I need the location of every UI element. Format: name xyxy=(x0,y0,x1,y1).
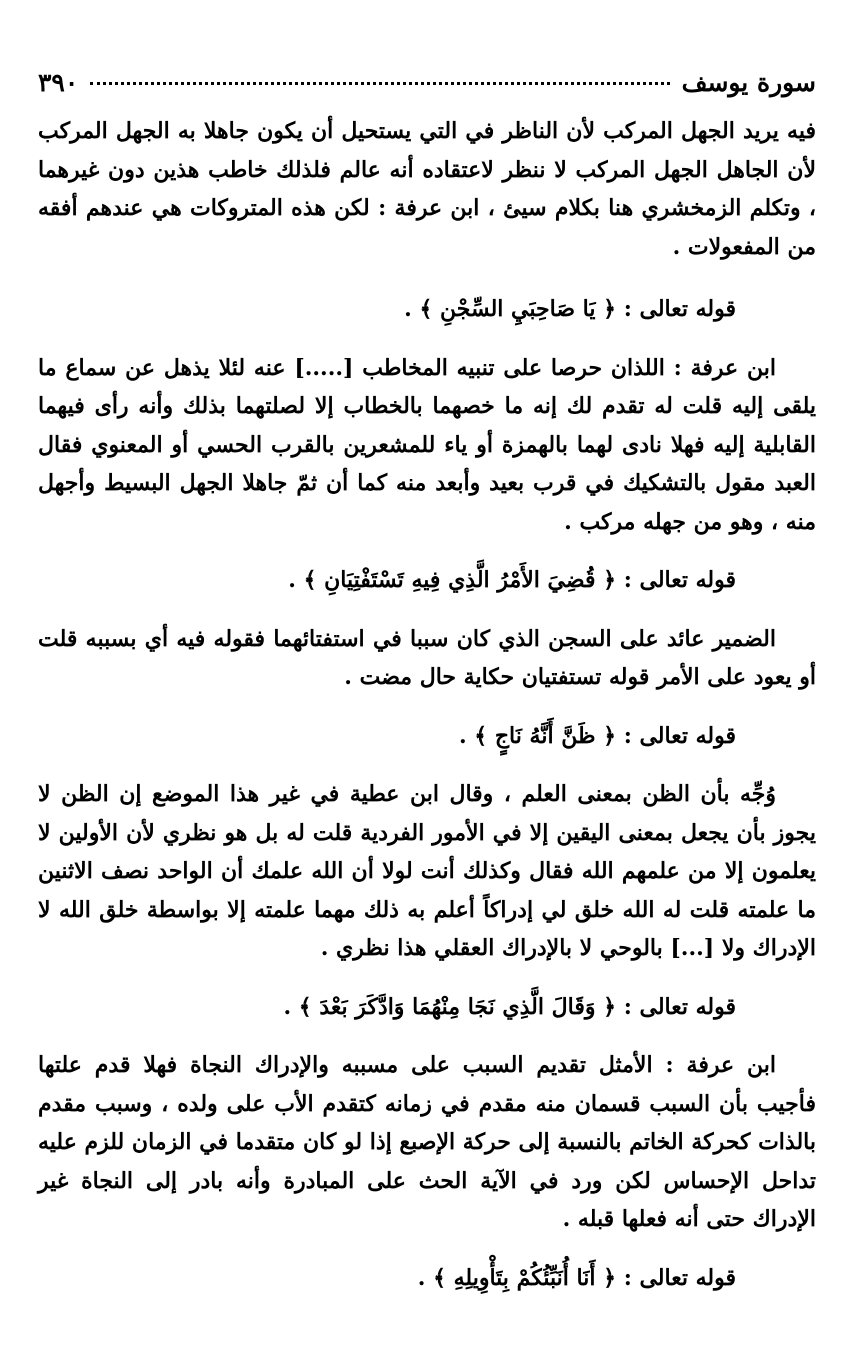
paragraph-2: ابن عرفة : اللذان حرصا على تنبيه المخاطب [.....] عنه لئلا يذهل عن سماع ما يلقى إليه قلت له تقدم لك إنه ما خصهما بالخطاب إلا لصلتهما بذلك وأنه رأى فيهما القابلية إليه فهلا نادى لهما بالهمزة أو ياء للمشعرين بالقرب الحسي أو المعنوي فقال العبد مقول بالتشكيك في قرب بعيد وأبعد منه كما أن ثمّ جاهلا الجهل البسيط وأجهل منه ، وهو من جهله مركب . xyxy=(38,354,816,535)
page-number: ٣٩٠ xyxy=(38,68,79,97)
paragraph-4: وُجِّه بأن الظن بمعنى العلم ، وقال ابن عطية في غير هذا الموضع إن الظن لا يجوز بأن يجعل بمعنى اليقين إلا في الأمور الفردية قلت له بل هو نظري لأن الأولين لا يعلمون إلا من علمهم الله فقال وكذلك أنت لولا أن الله علمك أن الواحد نصف الاثنين ما علمته قلت له الله خلق لي إدراكاً أعلم به ذلك مهما علمته إلا بواسطة خلق الله لا الإدراك ولا [...] بالوحي لا بالإدراك العقلي هذا نظري . xyxy=(38,781,817,961)
verse-quote-4: قوله تعالى : ﴿ وَقَالَ الَّذِي نَجَا مِنْهُمَا وَادَّكَرَ بَعْدَ ﴾ . xyxy=(283,993,736,1020)
verse-quote-2: قوله تعالى : ﴿ قُضِيَ الأَمْرُ الَّذِي فِيهِ تَسْتَفْتِيَانِ ﴾ . xyxy=(288,567,736,593)
running-header xyxy=(38,68,816,112)
paragraph-3: الضمير عائد على السجن الذي كان سببا في استفتائهما فقوله فيه أي بسببه قلت أو يعود على الأمر قوله تستفتيان حكاية حال مضت . xyxy=(38,625,816,690)
paragraph-1: فيه يريد الجهل المركب لأن الناظر في التي يستحيل أن يكون جاهلا به الجهل المركب لأن الجاهل الجهل المركب لا ننظر لاعتقاده أنه عالم فلذلك خاطب هذين دون غيرهما ، وتكلم الزمخشري هنا بكلام سيئ ، ابن عرفة : لكن هذه المتروكات هي عندهم أفقه من المفعولات . xyxy=(38,118,816,260)
dotted-leader xyxy=(90,82,669,85)
verse-quote-1: قوله تعالى : ﴿ يَا صَاحِبَيِ السِّجْنِ ﴾ . xyxy=(404,296,736,322)
verse-quote-3: قوله تعالى : ﴿ ظَنَّ أَنَّهُ نَاجٍ ﴾ . xyxy=(458,722,736,749)
chapter-title: سورة يوسف xyxy=(681,68,816,97)
paragraph-5: ابن عرفة : الأمثل تقديم السبب على مسببه والإدراك النجاة فهلا قدم علتها فأجيب بأن السبب قسمان منه مقدم في زمانه كتقدم الأب على ولده ، وسبب مقدم بالذات كحركة الخاتم بالنسبة إلى حركة الإصبع إذا لو كان متقدما في الزمان للزم عليه تداحل الإحساس لكن ورد في الآية الحث على المبادرة وأنه بادر إلى النجاة غير الإدراك حتى أنه فعلها قبله . xyxy=(38,1052,816,1232)
verse-quote-5: قوله تعالى : ﴿ أَنَا أُنَبِّئُكُمْ بِتَأْوِيلِهِ ﴾ . xyxy=(417,1264,736,1291)
